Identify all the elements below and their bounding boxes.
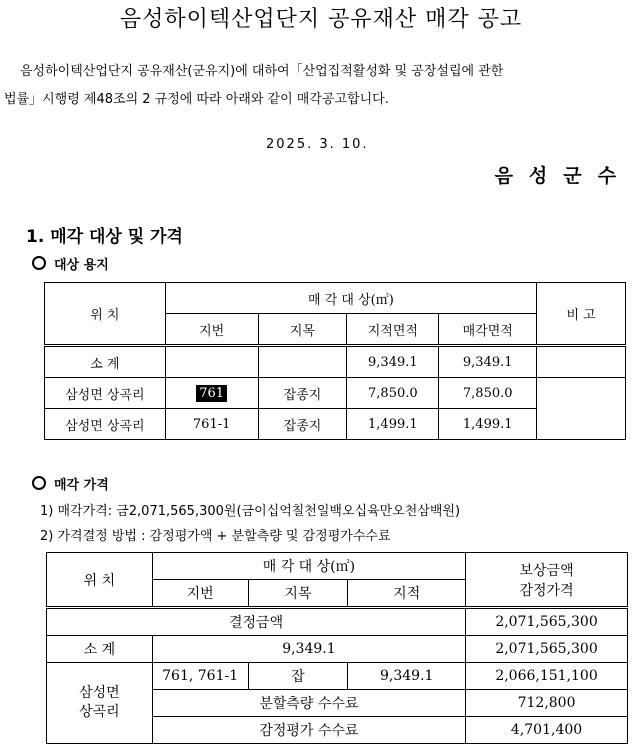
header-location: 위 치	[47, 553, 153, 608]
price-line-2: 2) 가격결정 방법 : 감정평가액 + 분할측량 및 감정평가수수료	[40, 529, 391, 544]
row-area: 9,349.1	[348, 663, 466, 690]
subtotal-value: 2,071,565,300	[466, 636, 628, 663]
location-line-2: 상곡리	[79, 704, 120, 720]
table-row	[45, 378, 626, 409]
circle-bullet-icon	[32, 256, 46, 270]
subtotal-label: 소 계	[45, 346, 166, 378]
row-category: 잡종지	[258, 378, 347, 409]
row-lot: 761-1	[165, 409, 258, 440]
intro-line-1: 음성하이텍산업단지 공유재산(군유지)에 대하여「산업집적활성화 및 공장설립에 관한	[20, 64, 504, 79]
header-cadastral: 지적	[348, 580, 466, 608]
row-sale-area: 7,850.0	[439, 378, 537, 409]
highlighted-lot: 761	[196, 385, 227, 402]
row-value: 2,066,151,100	[466, 663, 628, 690]
row-location: 삼성면 상곡리	[45, 409, 166, 440]
table-row	[47, 636, 628, 663]
header-note: 비 고	[537, 283, 626, 346]
survey-fee-label: 분할측량 수수료	[152, 690, 465, 717]
subtotal-sale-area: 9,349.1	[439, 346, 537, 378]
intro-line-2: 법률」시행령 제48조의 2 규정에 따라 아래와 같이 매각공고합니다.	[4, 92, 389, 107]
row-lot	[165, 378, 258, 409]
row-area: 1,499.1	[347, 409, 439, 440]
header-target: 매 각 대 상(㎡)	[165, 283, 536, 314]
subtotal-category	[258, 346, 347, 378]
table-row	[47, 608, 628, 636]
subtotal-area: 9,349.1	[152, 636, 465, 663]
header-compensation-line-2: 감정가격	[519, 582, 574, 599]
subtotal-note	[537, 346, 626, 378]
header-category: 지목	[258, 314, 347, 346]
price-subheading-label: 매각 가격	[54, 478, 109, 493]
section-heading: 1. 매각 대상 및 가격	[26, 227, 183, 247]
page-title: 음성하이텍산업단지 공유재산 매각 공고	[119, 7, 523, 32]
intro-paragraph	[4, 58, 632, 114]
header-target: 매 각 대 상(㎡)	[152, 553, 465, 580]
row-area: 7,850.0	[347, 378, 439, 409]
subtotal-lot	[165, 346, 258, 378]
location-line-1: 삼성면	[79, 685, 120, 701]
table-row	[45, 346, 626, 378]
price-line-1: 1) 매각가격: 금2,071,565,300원(금이십억칠천일백오십육만오천삼백원)	[40, 504, 461, 519]
target-subheading	[32, 254, 109, 273]
appraisal-fee-label: 감정평가 수수료	[152, 717, 465, 744]
row-lot: 761, 761-1	[152, 663, 248, 690]
header-category: 지목	[248, 580, 348, 608]
location-cell	[47, 663, 153, 744]
row-sale-area: 1,499.1	[439, 409, 537, 440]
header-compensation-line-1: 보상금액	[519, 562, 574, 579]
price-table	[46, 552, 628, 744]
notice-date: 2025. 3. 10.	[266, 137, 369, 152]
header-location: 위 치	[45, 283, 166, 346]
decided-amount-label: 결정금액	[47, 608, 466, 636]
price-subheading	[32, 474, 109, 493]
subtotal-label: 소 계	[47, 636, 153, 663]
row-category: 잡	[248, 663, 348, 690]
issuer-name: 음성군수	[494, 165, 632, 187]
row-location: 삼성면 상곡리	[45, 378, 166, 409]
header-lot: 지번	[165, 314, 258, 346]
table-row	[47, 663, 628, 690]
header-sale-area: 매각면적	[439, 314, 537, 346]
circle-bullet-icon	[32, 476, 46, 490]
row-note	[537, 378, 626, 440]
survey-fee-value: 712,800	[466, 690, 628, 717]
row-category: 잡종지	[258, 409, 347, 440]
header-compensation	[466, 553, 628, 608]
target-subheading-label: 대상 용지	[54, 258, 109, 273]
appraisal-fee-value: 4,701,400	[466, 717, 628, 744]
subtotal-area: 9,349.1	[347, 346, 439, 378]
decided-amount-value: 2,071,565,300	[466, 608, 628, 636]
header-lot: 지번	[152, 580, 248, 608]
target-land-table	[44, 282, 626, 440]
header-area: 지적면적	[347, 314, 439, 346]
